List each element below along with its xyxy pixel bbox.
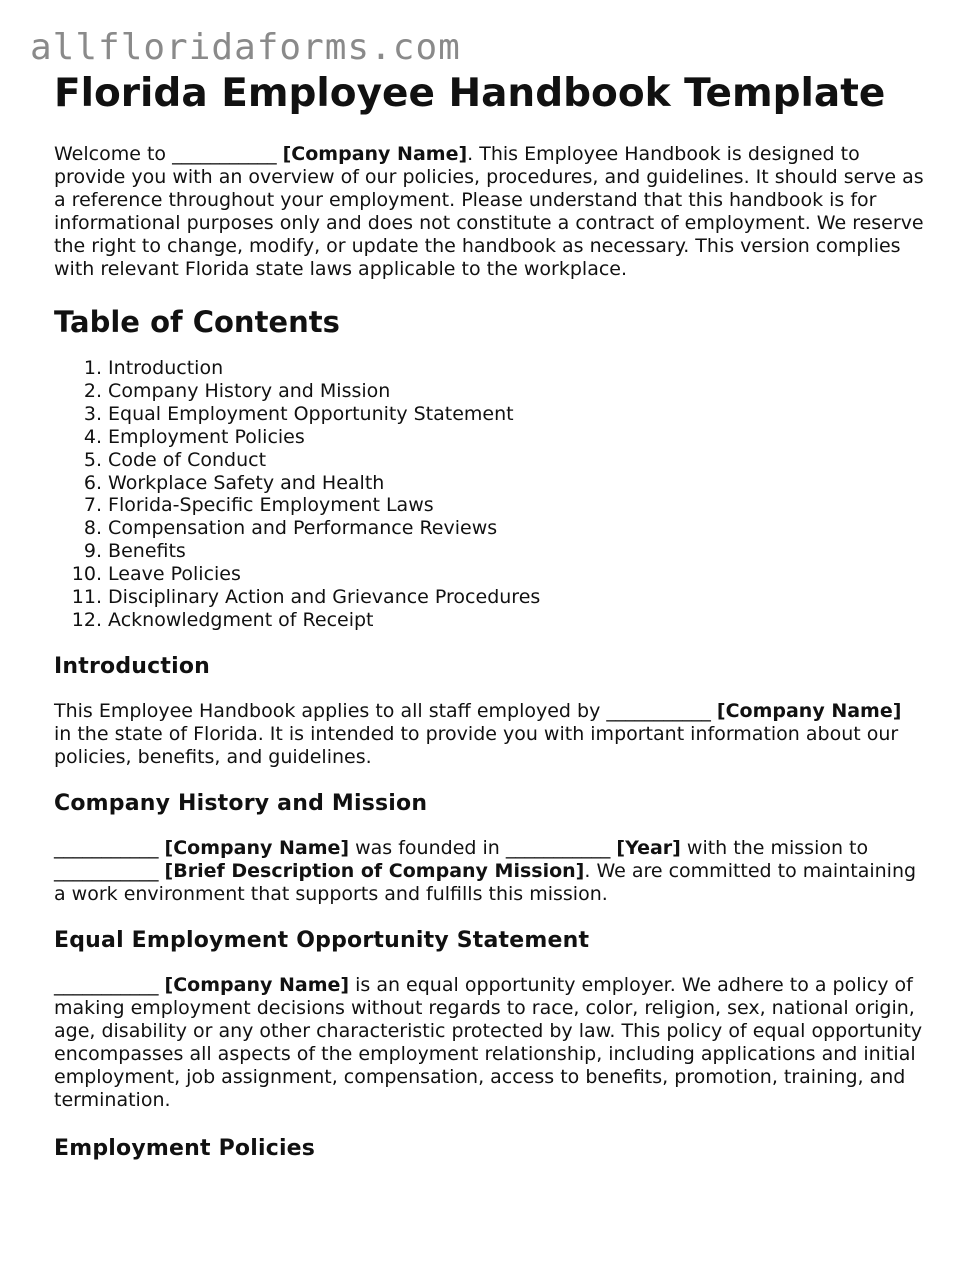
toc-item-number: 7. [83, 494, 102, 517]
toc-item [54, 494, 924, 517]
company-name-placeholder: [Company Name] [716, 699, 902, 722]
blank-line: ___________ [606, 699, 711, 722]
toc-item-label: Compensation and Performance Reviews [108, 517, 498, 540]
watermark: allfloridaforms.com [30, 27, 461, 68]
employment-policies-heading: Employment Policies [54, 1135, 316, 1161]
introduction-heading: Introduction [54, 653, 211, 679]
toc-item-number: 1. [83, 357, 102, 379]
toc-item-label: Company History and Mission [108, 379, 391, 402]
toc-item-label: Florida-Specific Employment Laws [108, 494, 434, 517]
toc-item-label: Disciplinary Action and Grievance Procedures [108, 586, 541, 609]
table-of-contents [54, 357, 924, 632]
welcome-paragraph [54, 143, 924, 281]
toc-item [54, 563, 924, 586]
toc-item [54, 426, 924, 449]
toc-item-number: 6. [83, 471, 102, 494]
toc-item-number: 11. [71, 586, 102, 609]
document-page [54, 72, 924, 1162]
toc-item [54, 517, 924, 540]
year-placeholder: [Year] [616, 836, 681, 859]
history-heading: Company History and Mission [54, 790, 428, 816]
toc-item [54, 380, 924, 403]
welcome-text-2: . This Employee Handbook is designed to provide you with an overview of our policies, procedures, and guidelines. It should serve as a reference throughout your employment. Please understand that this handbook is for informational purposes only and does not constitute a contract of employment. We reserve the right to change, modify, or update the handbook as necessary. This version complies with relevant Florida state laws applicable to the workplace. [54, 143, 924, 280]
toc-item [54, 540, 924, 563]
toc-item [54, 472, 924, 495]
toc-item-number: 8. [83, 517, 102, 540]
toc-item-label: Code of Conduct [108, 448, 267, 471]
page-title: Florida Employee Handbook Template [54, 71, 886, 116]
eeo-paragraph [54, 974, 924, 1112]
toc-item-number: 10. [71, 563, 102, 586]
toc-item-number: 2. [83, 379, 102, 402]
introduction-paragraph [54, 700, 924, 769]
eeo-heading: Equal Employment Opportunity Statement [54, 927, 590, 953]
blank-line: ___________ [54, 859, 159, 882]
history-text-2: with the mission to [680, 836, 869, 859]
company-name-placeholder: [Company Name] [164, 836, 350, 859]
toc-item-label: Employment Policies [108, 425, 305, 448]
history-text-1: was founded in [349, 836, 506, 859]
toc-item-label: Acknowledgment of Receipt [108, 608, 374, 631]
toc-item-number: 12. [71, 608, 102, 631]
mission-placeholder: [Brief Description of Company Mission] [164, 859, 585, 882]
toc-item-number: 4. [83, 425, 102, 448]
toc-item [54, 403, 924, 426]
blank-line: ___________ [54, 973, 159, 996]
blank-line: ___________ [172, 143, 277, 165]
toc-item [54, 609, 924, 632]
introduction-text-2: in the state of Florida. It is intended to provide you with important information about our policies, benefits, and guidelines. [54, 722, 899, 768]
toc-item-label: Equal Employment Opportunity Statement [108, 402, 514, 425]
toc-item [54, 586, 924, 609]
toc-item-number: 9. [83, 540, 102, 563]
toc-item-number: 3. [83, 402, 102, 425]
welcome-text-1: Welcome to [54, 143, 173, 165]
toc-heading: Table of Contents [54, 305, 340, 339]
eeo-text: is an equal opportunity employer. We adhere to a policy of making employment decisions without regards to race, color, religion, sex, national origin, age, disability or any other characteristic protected by law. This policy of equal opportunity encompasses all aspects of the employment relationship, including applications and initial employment, job assignment, compensation, access to benefits, promotion, training, and termination. [54, 973, 923, 1111]
toc-item-label: Benefits [108, 540, 186, 563]
blank-line: ___________ [54, 836, 159, 859]
history-paragraph [54, 837, 924, 906]
toc-item-label: Introduction [108, 357, 224, 379]
blank-line: ___________ [505, 836, 611, 859]
company-name-placeholder: [Company Name] [164, 973, 350, 996]
toc-item-label: Workplace Safety and Health [108, 471, 385, 494]
introduction-text-1: This Employee Handbook applies to all staff employed by [54, 699, 607, 722]
toc-item [54, 449, 924, 472]
history-text-3: . We are committed to maintaining a work environment that supports and fulfills this mission. [54, 859, 917, 905]
company-name-placeholder: [Company Name] [282, 143, 468, 165]
toc-item-number: 5. [83, 448, 102, 471]
toc-item [54, 357, 924, 380]
toc-item-label: Leave Policies [108, 563, 241, 586]
